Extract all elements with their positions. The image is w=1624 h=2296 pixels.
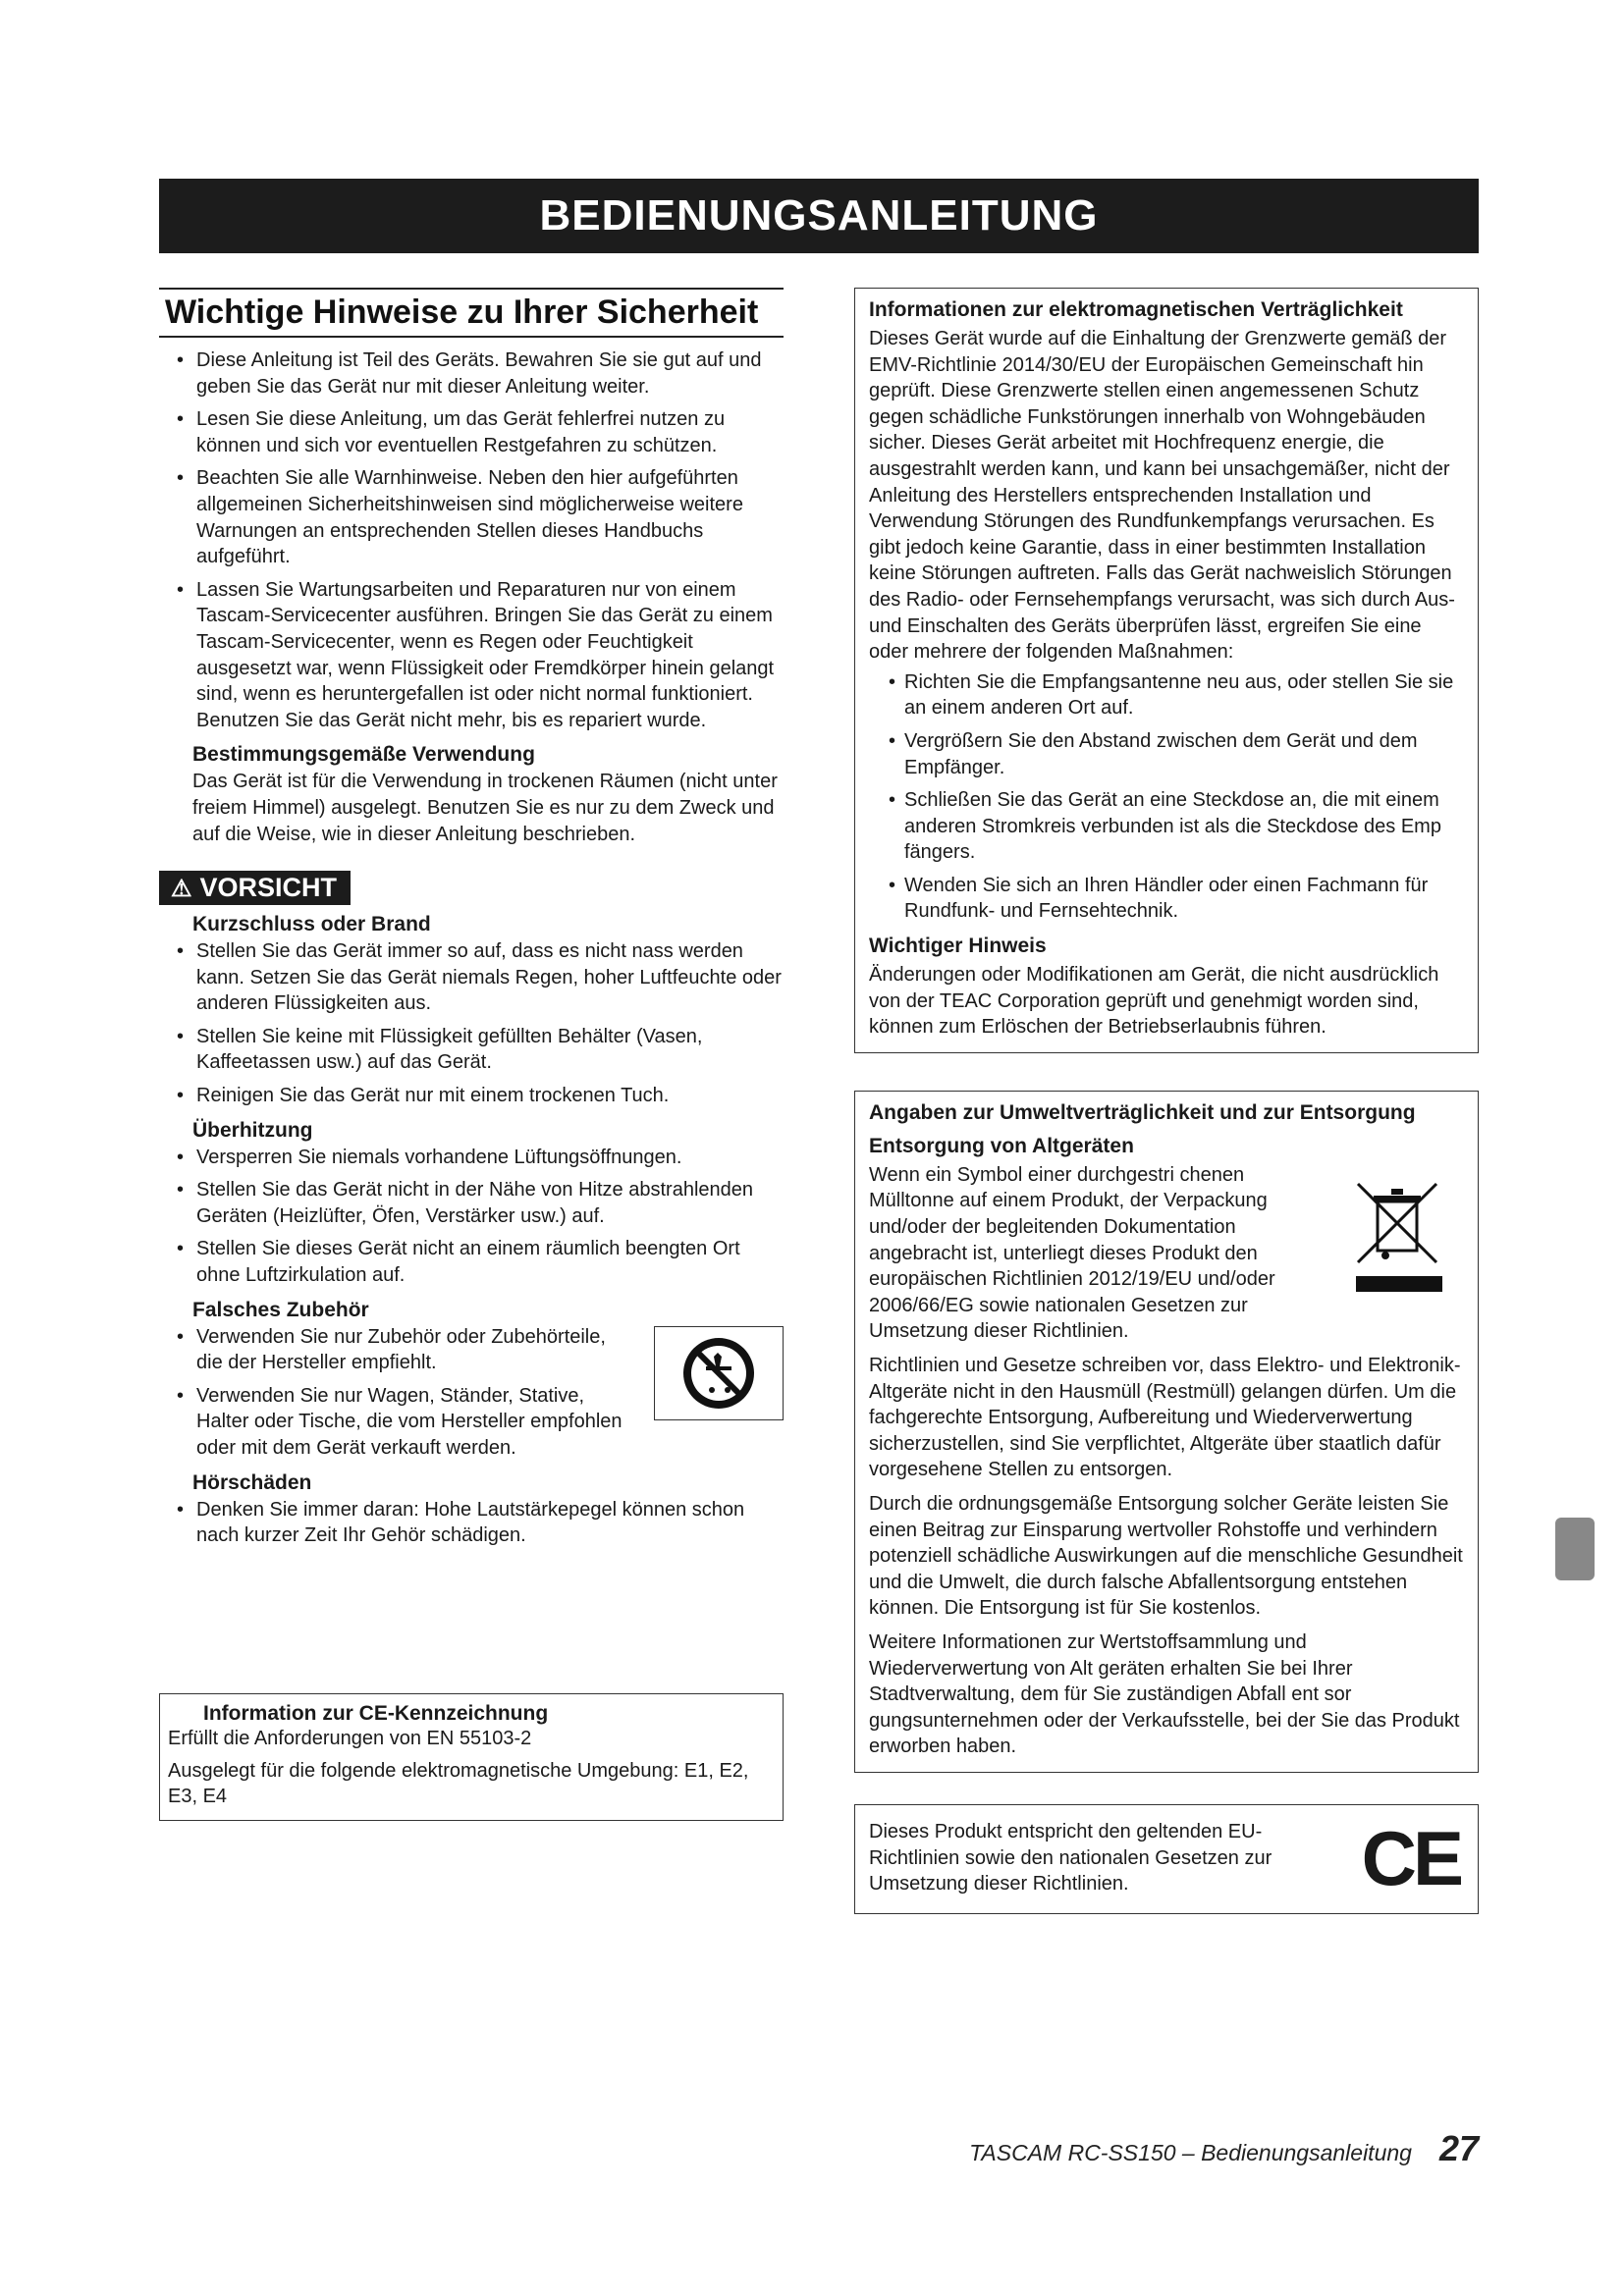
list-item: • Stellen Sie dieses Gerät nicht an einem räumlich beengten Ort ohne Luftzirkulation auf. — [159, 1236, 784, 1288]
list-item: • Reinigen Sie das Gerät nur mit einem trockenen Tuch. — [159, 1083, 784, 1109]
accessory-heading: Falsches Zubehör — [192, 1298, 369, 1321]
accessory-block — [159, 1324, 784, 1462]
list-item: • Wenden Sie sich an Ihren Händler oder einen Fachmann für Rundfunk- und Fernsehtechnik. — [869, 873, 1464, 925]
disposal-text-3: Durch die ordnungsgemäße Entsorgung solcher Geräte leisten Sie einen Beitrag zur Einsparung wertvoller Rohstoffe und verhindern potenziell schädliche Auswirkungen auf die menschliche Gesundheit und die Umwelt, die durch falsche Abfallentsorgung entstehen können. Die Entsorgung ist für Sie kostenlos. — [869, 1492, 1463, 1620]
list-item: • Beachten Sie alle Warnhinweise. Neben den hier aufgeführten allgemeinen Sicherheitshinweisen sind möglicherweise weitere Warnungen an entsprechenden Stellen dieses Handbuchs aufgeführt. — [159, 465, 784, 569]
overheat-list — [159, 1145, 784, 1289]
footer-title: TASCAM RC-SS150 – Bedienungsanleitung — [969, 2140, 1412, 2165]
list-item: • Stellen Sie das Gerät immer so auf, dass es nicht nass werden kann. Setzen Sie das Gerät niemals Regen, hoher Luftfeuchte oder anderen Flüssigkeiten aus. — [159, 938, 784, 1017]
environment-heading: Angaben zur Umweltverträglichkeit und zur Entsorgung — [869, 1100, 1416, 1124]
short-circuit-list — [159, 938, 784, 1109]
ce-info-heading: Information zur CE-Kennzeichnung — [203, 1702, 549, 1725]
safety-list — [159, 347, 784, 733]
list-item: • Verwenden Sie nur Zubehör oder Zubehörteile, die der Hersteller empfiehlt. — [159, 1324, 784, 1376]
list-item: • Vergrößern Sie den Abstand zwischen dem Gerät und dem Empfänger. — [869, 728, 1464, 780]
ce-mark-icon: CE — [1361, 1814, 1460, 1901]
overheat-heading: Überhitzung — [192, 1118, 313, 1142]
page-number: 27 — [1438, 2128, 1479, 2168]
ce-info-box — [159, 1693, 784, 1821]
list-item: • Stellen Sie das Gerät nicht in der Nähe von Hitze abstrahlenden Geräten (Heizlüfter, Öfen, Verstärker usw.) auf. — [159, 1177, 784, 1229]
list-item: • Stellen Sie keine mit Flüssigkeit gefüllten Behälter (Vasen, Kaffeetassen usw.) auf das Gerät. — [159, 1024, 784, 1076]
emv-text: Dieses Gerät wurde auf die Einhaltung der Grenzwerte gemäß der EMV-Richtlinie 2014/30/EU der Europäischen Gemeinschaft hin geprüft. Diese Grenzwerte stellen einen angemessenen Schutz gegen schädliche Funkstörungen innerhalb von Wohngebäuden sicher. Dieses Gerät arbeitet mit Hochfrequenz energie, die ausgestrahlt werden kann, und kann bei unsachgemäßer, nicht der Anleitung des Herstellers entsprechenden Installation und Verwendung Störungen des Rundfunkempfangs verursachen. Es gibt jedoch keine Garantie, dass in einer bestimmten Installation keine Störungen auftreten. Falls das Gerät nachweislich Störungen des Radio- oder Fernsehempfangs verursacht, was sich durch Aus- und Einschalten des Geräts überprüfen lässt, ergreifen Sie eine oder mehrere der folgenden Maßnahmen: — [869, 328, 1455, 664]
usage-heading: Bestimmungsgemäße Verwendung — [192, 743, 535, 767]
section-heading: Wichtige Hinweise zu Ihrer Sicherheit — [159, 288, 784, 338]
list-item: • Diese Anleitung ist Teil des Geräts. Bewahren Sie sie gut auf und geben Sie das Gerät nur mit dieser Anleitung weiter. — [159, 347, 784, 400]
page-footer — [969, 2128, 1479, 2169]
page-banner: BEDIENUNGSANLEITUNG — [159, 179, 1479, 253]
list-item: • Schließen Sie das Gerät an eine Steckdose an, die mit einem anderen Stromkreis verbunden ist als die Steckdose des Emp fängers. — [869, 787, 1464, 866]
list-item: • Lassen Sie Wartungsarbeiten und Reparaturen nur von einem Tascam-Servicecenter ausführen. Bringen Sie das Gerät zu einem Tascam-Servicecenter, wenn es Regen oder Feuchtigkeit ausgesetzt war, wenn Flüssigkeit oder Fremdkörper hinein gelangt sind, wenn es heruntergefallen ist oder nicht normal funktioniert. Benutzen Sie das Gerät nicht mehr, bis es repariert wurde. — [159, 577, 784, 734]
ce-info-line-1: Erfüllt die Anforderungen von EN 55103-2 — [168, 1728, 532, 1749]
disposal-text-1: Wenn ein Symbol einer durchgestri chenen Mülltonne auf einem Produkt, der Verpackung und/oder der begleitenden Dokumentation angebracht ist, unterliegt dieses Produkt den europäischen Richtlinien 2012/19/EU und/oder 2006/66/EG sowie nationalen Gesetzen zur Umsetzung dieser Richtlinien. — [869, 1163, 1275, 1343]
short-circuit-heading: Kurzschluss oder Brand — [192, 913, 431, 936]
list-item: • Verwenden Sie nur Wagen, Ständer, Stative, Halter oder Tische, die vom Hersteller empfohlen oder mit dem Gerät verkauft werden. — [159, 1383, 784, 1462]
list-item: • Lesen Sie diese Anleitung, um das Gerät fehlerfrei nutzen zu können und sich vor eventuellen Restgefahren zu schützen. — [159, 406, 784, 458]
crossed-bin-icon — [1346, 1172, 1454, 1300]
hearing-list — [159, 1497, 784, 1549]
hearing-heading: Hörschäden — [192, 1470, 312, 1494]
no-cart-warning-icon — [654, 1326, 784, 1420]
caution-text: VORSICHT — [199, 873, 338, 903]
page-tab-marker — [1555, 1518, 1595, 1580]
emv-list — [869, 669, 1464, 925]
disposal-text-4: Weitere Informationen zur Wertstoffsammlung und Wiederverwertung von Alt geräten erhalten Sie bei Ihrer Stadtverwaltung, dem für Sie zuständigen Abfall ent sor gungsunternehmen oder der Verkaufsstelle, bei der Sie das Produkt erworben haben. — [869, 1630, 1460, 1758]
list-item: • Versperren Sie niemals vorhandene Lüftungsöffnungen. — [159, 1145, 784, 1171]
caution-label — [159, 871, 351, 905]
disposal-text-2: Richtlinien und Gesetze schreiben vor, dass Elektro- und Elektronik-Altgeräte nicht in den Hausmüll (Restmüll) gelangen dürfen. Um die fachgerechte Entsorgung, Aufbereitung und Wiederverwertung sicherzustellen, sind Sie verpflichtet, Altgeräte über staatlich dafür vorgesehene Stellen zu entsorgen. — [869, 1355, 1461, 1481]
list-item: • Denken Sie immer daran: Hohe Lautstärkepegel können schon nach kurzer Zeit Ihr Gehör schädigen. — [159, 1497, 784, 1549]
emv-heading: Informationen zur elektromagnetischen Verträglichkeit — [869, 298, 1403, 321]
note-heading: Wichtiger Hinweis — [869, 934, 1047, 958]
ce-conformity-text: Dieses Produkt entspricht den geltenden EU-Richtlinien sowie den nationalen Gesetzen zur Umsetzung dieser Richtlinien. — [869, 1820, 1272, 1896]
environment-box — [854, 1091, 1479, 1773]
ce-conformity-box — [854, 1804, 1479, 1914]
ce-info-line-2: Ausgelegt für die folgende elektromagnetische Umgebung: E1, E2, E3, E4 — [168, 1759, 749, 1808]
usage-text: Das Gerät ist für die Verwendung in trockenen Räumen (nicht unter freiem Himmel) ausgelegt. Benutzen Sie es nur zu dem Zweck und auf die Weise, wie in dieser Anleitung beschrieben. — [192, 771, 778, 845]
note-text: Änderungen oder Modifikationen am Gerät, die nicht ausdrücklich von der TEAC Corporation geprüft und genehmigt worden sind, können zum Erlöschen der Betriebserlaubnis führen. — [869, 964, 1439, 1039]
list-item: • Richten Sie die Empfangsantenne neu aus, oder stellen Sie sie an einem anderen Ort auf. — [869, 669, 1464, 721]
left-column — [159, 288, 784, 1556]
emv-box — [854, 288, 1479, 1053]
warning-triangle-icon: ⚠ — [171, 876, 192, 903]
disposal-heading: Entsorgung von Altgeräten — [869, 1134, 1134, 1157]
right-column — [854, 288, 1479, 1914]
